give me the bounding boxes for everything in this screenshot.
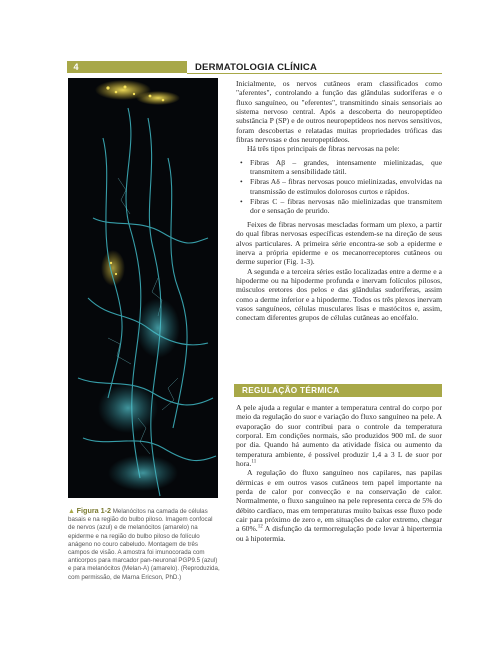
figure-caption-text: Melanócitos na camada de células basais e na região do bulbo piloso. Imagem confocal de nervos (azul) e de melanócitos (amarelo) na epiderme e na região do bulbo piloso de folículo anágeno no couro cabeludo. Montagem de três campos de visão. A amostra foi imunocorada com anticorpos para marcador pan-neuronal PGP9.5 (azul) e para melanócitos (Melan-A) (amarelo). (Reproduzida, com permissão, de Marna Ericson, PhD.) (68, 508, 220, 581)
paragraph-text: A pele ajuda a regular e manter a temperatura central do corpo por meio da regulação do suor e variação do fluxo sanguíneo na pele. A evaporação do suor contribui para o controle da temperatura corporal. Em condições normais, são produzidos 900 mL de suor por dia. Quando há aumento da atividade física ou aumento da temperatura ambiente, é possível produzir 1,4 a 3 L de suor por hora. (236, 403, 442, 469)
list-item: • Fibras C – fibras nervosas não mielinizadas que transmitem dor e sensação de prurido. (236, 197, 442, 216)
header-rule (187, 73, 442, 74)
figure-caption (68, 507, 220, 582)
paragraph-text: A regulação do fluxo sanguíneo nos capilares, nas papilas dérmicas e em outros vasos cutâneos tem papel importante na perda de calor por convecção e na conservação de calor. Normalmente, o fluxo sanguíneo na pele representa cerca de 5% do débito cardíaco, mas em temperaturas muito baixas esse fluxo pode cair para próximo de zero e, em situações de calor extremo, chegar a 60%. (236, 468, 442, 534)
header-bar (67, 61, 187, 73)
text-column-top (236, 79, 442, 323)
reference-superscript: 11 (251, 459, 257, 465)
running-title: DERMATOLOGIA CLÍNICA (195, 62, 318, 73)
section-heading: REGULAÇÃO TÉRMICA (234, 384, 442, 397)
paragraph (236, 403, 442, 468)
page-number: 4 (73, 62, 79, 72)
paragraph: Há três tipos principais de fibras nervosas na pele: (247, 144, 400, 154)
confocal-micrograph (68, 78, 218, 498)
paragraph: Inicialmente, os nervos cutâneos eram classificados como "aferentes", controlando a função das glândulas sudoríferas e o fluxo sanguíneo, ou "eferentes", transmitindo sinais sensoriais ao sistema nervoso central. Após a descoberta do neuropeptídeo substância P (SP) e de outros neuropeptídeos nos nervos sensitivos, foram descobertas e relatadas muitas propriedades tróficas das fibras nervosas e dos neuropeptídeos. (236, 79, 442, 145)
triangle-icon: ▲ (68, 508, 75, 515)
list-item: • Fibras Aβ – grandes, intensamente mielinizadas, que transmitem a sensibilidade tátil. (236, 158, 442, 177)
list-item: • Fibras Aδ – fibras nervosas pouco mielinizadas, envolvidas na transmissão de estímulos dolorosos curtos e rápidos. (236, 177, 442, 196)
figure-label: Figura 1-2 (76, 506, 112, 515)
paragraph: Feixes de fibras nervosas mescladas formam um plexo, a partir do qual fibras nervosas específicas estendem-se na direção de seus alvos particulares. A primeira série encontra-se sob a epiderme e inerva a própria epiderme e os mecanorreceptores cutâneos ou derme superior (Fig. 1-3). (236, 219, 442, 267)
confocal-figure-image (68, 78, 218, 498)
paragraph (236, 468, 442, 543)
paragraph-text: A disfunção da termorregulação pode levar à hipertermia ou à hipotermia. (236, 524, 442, 543)
reference-superscript: 12 (257, 524, 263, 530)
paragraph: A segunda e a terceira séries estão localizadas entre a derme e a hipoderme ou na hipoderme profunda e inervam folículos pilosos, músculos eretores dos pelos e das glândulas sudoríferas, assim como a derme inferior e a hipoderme. Todos os três plexos inervam vasos sanguíneos, células musculares lisas e mastócitos e, assim, conectam diferentes grupos de células cutâneas ao encéfalo. (236, 266, 442, 323)
fiber-types-list (236, 158, 442, 216)
text-column-bottom (236, 403, 442, 543)
